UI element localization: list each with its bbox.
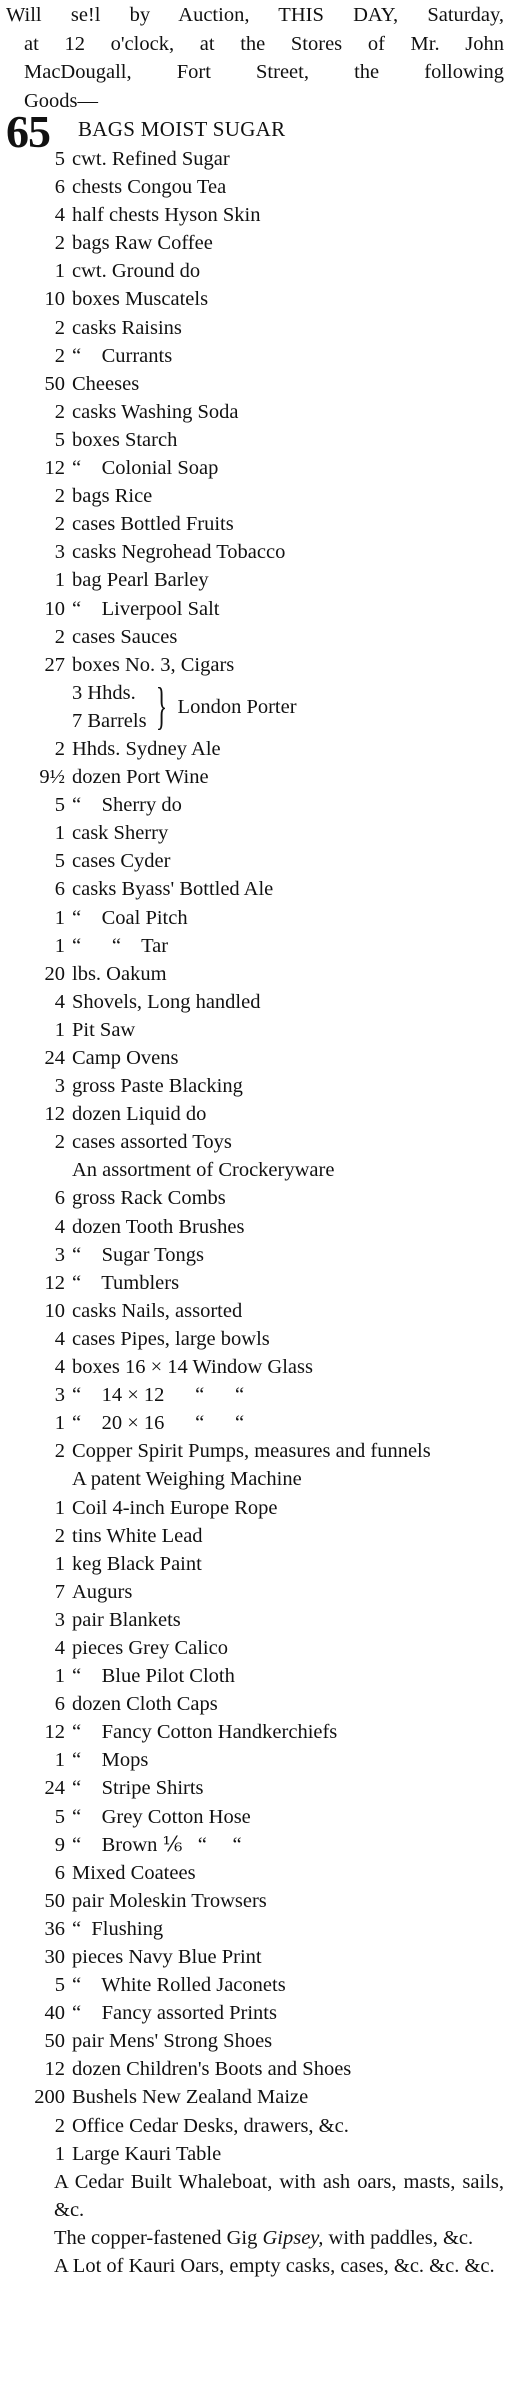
list-item [6,1999,504,2027]
item-description: Cheeses [72,372,140,395]
grouped-item [6,679,504,735]
item-description: dozen Liquid do [72,1103,207,1126]
lot-title: BAGS MOIST SUGAR [78,117,286,141]
item-description: cases Pipes, large bowls [72,1327,270,1350]
list-item [6,1044,504,1072]
item-description: casks Byass' Bottled Ale [72,878,274,901]
list-item [6,847,504,875]
list-item [6,1353,504,1381]
item-quantity [6,1156,72,1184]
item-description: boxes 16 × 14 Window Glass [72,1356,313,1379]
item-quantity: 3 [54,1384,65,1407]
list-item [6,2027,504,2055]
item-quantity: 2 [54,232,65,255]
list-item [6,1100,504,1128]
item-quantity: 4 [54,990,65,1013]
item-quantity: 50 [44,1889,65,1912]
item-quantity: 6 [54,878,65,901]
item-quantity: 2 [54,625,65,648]
item-quantity: 1 [54,260,65,283]
list-item [6,1943,504,1971]
item-quantity: 6 [54,1693,65,1716]
item-quantity: 2 [54,485,65,508]
list-item [6,904,504,932]
item-description: lbs. Oakum [72,962,167,985]
list-item [6,482,504,510]
item-quantity: 10 [44,1299,65,1322]
vessel-name: Gipsey, [262,2226,324,2249]
item-description: Bushels New Zealand Maize [72,2086,309,2109]
item-quantity: 12 [44,1721,65,1744]
item-description: Copper Spirit Pumps, measures and funnels [72,1440,431,1463]
list-item [6,651,504,679]
item-quantity: 6 [54,1861,65,1884]
item-description: dozen Cloth Caps [72,1693,218,1716]
item-description: pair Blankets [72,1608,181,1631]
item-quantity: 2 [54,1524,65,1547]
list-item [6,819,504,847]
item-description: boxes No. 3, Cigars [72,653,235,676]
item-quantity: 40 [44,2002,65,2025]
list-item [6,1606,504,1634]
item-quantity: 9½ [39,766,65,789]
lot-heading [6,106,504,157]
item-quantity: 1 [54,1749,65,1772]
list-item [6,510,504,538]
list-item [6,1550,504,1578]
item-quantity: 5 [54,850,65,873]
item-quantity: 4 [54,1327,65,1350]
list-item: A Cedar Built Whaleboat, with ash oars, masts, sails, &c. [54,2170,504,2221]
item-description: “ Fancy assorted Prints [72,2002,277,2025]
item-quantity: 2 [54,1131,65,1154]
item-description: Large Kauri Table [72,2142,222,2165]
item-description: pair Moleskin Trowsers [72,1889,267,1912]
item-quantity: 10 [44,288,65,311]
list-item [6,257,504,285]
list-item [6,538,504,566]
list-item [6,426,504,454]
list-item [6,1662,504,1690]
item-quantity: 4 [54,1356,65,1379]
list-item [6,201,504,229]
list-item [6,1774,504,1802]
list-item [6,1634,504,1662]
item-description: keg Black Paint [72,1552,202,1575]
list-item [6,370,504,398]
item-quantity: 12 [44,457,65,480]
item-description: Coil 4-inch Europe Rope [72,1496,278,1519]
list-item [6,1831,504,1859]
item-quantity: 12 [44,1271,65,1294]
list-item [6,566,504,594]
item-description: “ Coal Pitch [72,906,188,929]
item-description: Pit Saw [72,1018,136,1041]
item-quantity: 20 [44,962,65,985]
item-description: boxes Starch [72,428,178,451]
list-item [6,145,504,173]
list-item [6,1269,504,1297]
item-quantity: 3 [54,1243,65,1266]
list-item [6,1915,504,1943]
list-item [6,1971,504,1999]
intro-line: at 12 o'clock, at the Stores of Mr. John [24,32,504,55]
item-quantity: 1 [54,1552,65,1575]
item-description: pieces Grey Calico [72,1636,228,1659]
item-description: “ Blue Pilot Cloth [72,1665,235,1688]
item-description: Mixed Coatees [72,1861,196,1884]
lot-number: 65 [6,106,50,157]
list-item [6,2140,504,2168]
list-item [6,2083,504,2111]
item-description: cases Bottled Fruits [72,513,234,536]
group-label: London Porter [177,695,297,718]
item-description: “ Currants [72,344,173,367]
intro-line: Will se!l by Auction, THIS DAY, Saturday, [6,4,504,26]
item-description: “ Grey Cotton Hose [72,1805,251,1828]
item-quantity: 5 [54,794,65,817]
list-item [6,1465,504,1493]
item-description: bags Raw Coffee [72,232,213,255]
item-description: Office Cedar Desks, drawers, &c. [72,2114,349,2137]
item-description: tins White Lead [72,1524,203,1547]
item-description: dozen Children's Boots and Shoes [72,2058,352,2081]
item-description: cwt. Ground do [72,260,201,283]
item-description: A patent Weighing Machine [72,1468,302,1491]
item-quantity: 4 [54,1636,65,1659]
list-item [6,932,504,960]
list-item [6,1213,504,1241]
item-description: Augurs [72,1580,133,1603]
list-item [6,1241,504,1269]
list-item [6,1297,504,1325]
item-quantity: 4 [54,204,65,227]
list-item [6,342,504,370]
list-item [6,1409,504,1437]
list-item [6,1325,504,1353]
list-item [6,623,504,651]
closing-items [6,2168,504,2280]
item-description: “ Fancy Cotton Handkerchiefs [72,1721,338,1744]
list-item [6,2112,504,2140]
item-quantity: 36 [44,1917,65,1940]
item-quantity: 3 [54,1075,65,1098]
list-item [6,1690,504,1718]
item-description: “ Stripe Shirts [72,1777,204,1800]
item-description: dozen Tooth Brushes [72,1215,245,1238]
item-description: casks Negrohead Tobacco [72,541,286,564]
item-quantity: 2 [54,1440,65,1463]
item-description: casks Raisins [72,316,182,339]
item-quantity: 12 [44,1103,65,1126]
list-item: A Lot of Kauri Oars, empty casks, cases, &c. &c. &c. [54,2255,495,2278]
item-description: “ Brown ⅙ “ “ [72,1833,242,1856]
item-quantity: 2 [54,400,65,423]
item-description: casks Nails, assorted [72,1299,243,1322]
item-quantity: 3 [54,541,65,564]
intro-line: Goods— [24,89,99,112]
item-description: Camp Ovens [72,1047,179,1069]
item-description: pair Mens' Strong Shoes [72,2030,273,2053]
list-item [6,988,504,1016]
item-quantity: 1 [54,906,65,929]
item-description: “ Flushing [72,1917,164,1940]
list-item [6,791,504,819]
item-description: “ Mops [72,1749,149,1772]
item-quantity: 1 [54,1018,65,1041]
item-quantity: 1 [54,2142,65,2165]
list-item [6,1156,504,1184]
item-description: gross Paste Blacking [72,1075,243,1098]
item-quantity: 50 [44,2030,65,2053]
item-description: gross Rack Combs [72,1187,226,1210]
item-description: “ White Rolled Jaconets [72,1974,286,1997]
item-description: cwt. Refined Sugar [72,148,230,170]
list-item [6,314,504,342]
item-description: “ Sherry do [72,794,182,817]
item-description: cases Sauces [72,625,178,648]
item-quantity: 2 [54,344,65,367]
goods-list-continued [6,735,504,2168]
item-quantity: 1 [54,934,65,957]
list-item [6,1494,504,1522]
item-quantity: 10 [44,597,65,620]
list-item [6,960,504,988]
item-quantity: 7 [54,1580,65,1603]
item-quantity: 2 [54,316,65,339]
item-description: “ Sugar Tongs [72,1243,204,1266]
goods-list [6,145,504,679]
intro-line: MacDougall, Fort Street, the following [24,61,504,83]
item-description: “ 14 × 12 “ “ [72,1384,245,1407]
list-item [6,1016,504,1044]
item-quantity: 9 [54,1833,65,1856]
item-description: An assortment of Crockeryware [72,1159,335,1182]
item-quantity: 2 [54,737,65,760]
list-item [6,735,504,763]
item-quantity: 5 [54,148,65,170]
list-item [6,398,504,426]
item-quantity: 5 [54,1974,65,1997]
list-item [6,1578,504,1606]
item-description: “ Liverpool Salt [72,597,220,620]
item-quantity: 1 [54,1412,65,1435]
list-item [6,1381,504,1409]
item-quantity: 24 [44,1777,65,1800]
list-item [6,1803,504,1831]
item-description: cask Sherry [72,822,169,845]
list-item [6,1437,504,1465]
list-item [6,1887,504,1915]
item-quantity: 2 [54,2114,65,2137]
item-description: Shovels, Long handled [72,990,261,1013]
item-description: casks Washing Soda [72,400,239,423]
list-item [6,2055,504,2083]
item-description: chests Congou Tea [72,176,227,199]
item-quantity: 1 [54,822,65,845]
list-item [6,1072,504,1100]
item-quantity: 30 [44,1946,65,1968]
item-quantity: 3 [54,1608,65,1631]
list-item [6,763,504,791]
list-item: The copper-fastened Gig Gipsey, with paddles, &c. [54,2226,474,2249]
brace-icon: } [155,677,167,735]
list-item [6,1718,504,1746]
group-row: 3 Hhds. [72,681,136,704]
item-description: “ Tumblers [72,1271,180,1294]
item-quantity: 6 [54,176,65,199]
item-description: “ “ Tar [72,934,169,957]
item-description: dozen Port Wine [72,766,209,789]
intro-paragraph [6,0,504,115]
item-quantity: 5 [54,428,65,451]
list-item [6,1746,504,1774]
item-quantity: 12 [44,2058,65,2081]
item-quantity [6,1465,72,1493]
item-description: bag Pearl Barley [72,569,209,592]
list-item [6,1184,504,1212]
group-row: 7 Barrels [72,709,147,732]
item-quantity: 4 [54,1215,65,1238]
item-quantity: 2 [54,513,65,536]
item-quantity: 27 [44,653,65,676]
item-description: “ Colonial Soap [72,457,219,480]
list-item [6,595,504,623]
item-quantity: 1 [54,1496,65,1519]
item-description: Hhds. Sydney Ale [72,737,221,760]
list-item [6,229,504,257]
list-item [6,875,504,903]
item-description: cases Cyder [72,850,171,873]
list-item [6,173,504,201]
list-item [6,1128,504,1156]
item-quantity: 6 [54,1187,65,1210]
item-quantity: 1 [54,569,65,592]
item-description: half chests Hyson Skin [72,204,261,227]
item-description: “ 20 × 16 “ “ [72,1412,245,1435]
list-item [6,1859,504,1887]
item-description: bags Rice [72,485,153,508]
item-quantity: 50 [44,372,65,395]
item-quantity: 24 [44,1047,65,1069]
item-description: boxes Muscatels [72,288,209,311]
item-quantity: 1 [54,1665,65,1688]
item-quantity: 5 [54,1805,65,1828]
item-description: pieces Navy Blue Print [72,1946,262,1968]
list-item [6,1522,504,1550]
list-item [6,454,504,482]
item-description: cases assorted Toys [72,1131,232,1154]
list-item [6,285,504,313]
item-quantity: 200 [34,2086,65,2109]
